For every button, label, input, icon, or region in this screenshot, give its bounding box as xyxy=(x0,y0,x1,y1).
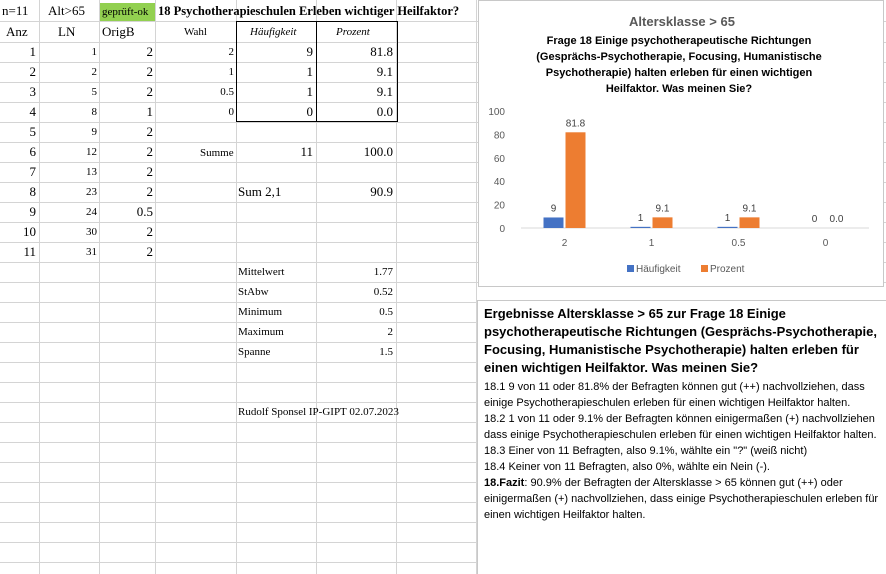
row-ln[interactable]: 5 xyxy=(91,86,97,98)
row-origb[interactable]: 1 xyxy=(146,104,153,119)
row-anz[interactable]: 3 xyxy=(29,84,36,99)
freq-prozent[interactable]: 0.0 xyxy=(376,104,393,119)
stat-label[interactable]: Minimum xyxy=(238,306,283,318)
row-origb[interactable]: 2 xyxy=(146,244,153,259)
summe-prozent[interactable]: 100.0 xyxy=(363,144,393,159)
freq-prozent[interactable]: 81.8 xyxy=(370,44,393,59)
row-ln[interactable]: 12 xyxy=(86,146,97,158)
fazit-text: : 90.9% der Befragten der Altersklasse > 65 können gut (++) oder einigermaßen (+) nachvollziehen, dass einige Psychotherapieschulen erleben für einen wichtigen Heilfaktor halten. xyxy=(484,477,879,521)
bar-haeufigkeit xyxy=(718,227,738,228)
col-head-origb[interactable]: OrigB xyxy=(102,24,135,39)
row-origb[interactable]: 2 xyxy=(146,164,153,179)
stat-value[interactable]: 1.5 xyxy=(379,346,393,358)
y-tick-label: 40 xyxy=(493,177,505,189)
results-title: Ergebnisse Altersklasse > 65 zur Frage 18 Einige psychotherapeutische Richtungen (Gesprächs-Psychotherapie, Focusing, Humanistische Psychotherapie) halten erleben für einen wichtigen Heilfaktor. Was meinen Sie? xyxy=(484,306,877,375)
row-origb[interactable]: 2 xyxy=(146,44,153,59)
data-label: 0.0 xyxy=(829,214,844,225)
legend-swatch-prozent xyxy=(701,265,708,272)
row-ln[interactable]: 13 xyxy=(86,166,97,178)
data-label: 9.1 xyxy=(655,203,670,215)
bar-haeufigkeit xyxy=(631,227,651,228)
stat-label[interactable]: StAbw xyxy=(238,286,269,298)
checked-badge[interactable]: geprüft-ok xyxy=(100,3,155,21)
row-origb[interactable]: 2 xyxy=(146,64,153,79)
row-origb[interactable]: 2 xyxy=(146,224,153,239)
x-tick-label: 0.5 xyxy=(731,238,746,249)
row-anz[interactable]: 2 xyxy=(29,64,36,79)
sum21-label[interactable]: Sum 2,1 xyxy=(238,184,282,199)
row-anz[interactable]: 10 xyxy=(23,224,36,239)
col-head-haeufigkeit[interactable]: Häufigkeit xyxy=(250,26,297,38)
row-origb[interactable]: 2 xyxy=(146,144,153,159)
chart-subtitle-line: Psychotherapie) halten erleben für einen wichtigen xyxy=(545,67,813,79)
freq-prozent[interactable]: 9.1 xyxy=(376,64,393,79)
row-ln[interactable]: 1 xyxy=(91,46,97,58)
data-label: 9 xyxy=(550,203,557,215)
legend-label-prozent: Prozent xyxy=(710,264,745,275)
row-anz[interactable]: 1 xyxy=(29,44,36,59)
chart-title: Altersklasse > 65 xyxy=(629,14,735,29)
freq-wahl[interactable]: 1 xyxy=(228,66,234,78)
bar-prozent xyxy=(740,217,760,228)
bar-chart[interactable] xyxy=(478,0,884,287)
row-ln[interactable]: 30 xyxy=(86,226,97,238)
col-head-prozent[interactable]: Prozent xyxy=(336,26,370,38)
row-anz[interactable]: 5 xyxy=(29,124,36,139)
row-ln[interactable]: 24 xyxy=(86,206,97,218)
bar-chart-svg xyxy=(479,1,885,288)
freq-wahl[interactable]: 0.5 xyxy=(220,86,234,98)
stat-label[interactable]: Spanne xyxy=(238,346,271,358)
result-fazit xyxy=(484,475,880,523)
frequency-table-divider xyxy=(316,21,317,121)
row-anz[interactable]: 8 xyxy=(29,184,36,199)
row-ln[interactable]: 23 xyxy=(86,186,97,198)
row-anz[interactable]: 6 xyxy=(29,144,36,159)
legend-label-haeufigkeit: Häufigkeit xyxy=(636,264,681,275)
row-origb[interactable]: 2 xyxy=(146,84,153,99)
y-tick-label: 0 xyxy=(499,224,505,235)
row-origb[interactable]: 2 xyxy=(146,124,153,139)
x-tick-label: 1 xyxy=(648,238,655,249)
freq-prozent[interactable]: 9.1 xyxy=(376,84,393,99)
sum21-value[interactable]: 90.9 xyxy=(370,184,393,199)
author-credit[interactable]: Rudolf Sponsel IP-GIPT 02.07.2023 xyxy=(238,406,399,418)
x-tick-label: 2 xyxy=(561,238,568,249)
row-ln[interactable]: 2 xyxy=(91,66,97,78)
x-tick-label: 0 xyxy=(822,238,829,249)
freq-haeufigkeit[interactable]: 9 xyxy=(306,44,313,59)
n-count[interactable]: n=11 xyxy=(2,3,29,18)
freq-wahl[interactable]: 2 xyxy=(228,46,234,58)
stat-value[interactable]: 0.52 xyxy=(373,286,393,298)
question-title[interactable]: 18 Psychotherapieschulen Erleben wichtiger Heilfaktor? xyxy=(158,4,460,18)
data-label: 81.8 xyxy=(565,118,586,130)
data-label: 1 xyxy=(637,212,644,224)
result-18-1: 18.1 9 von 11 oder 81.8% der Befragten können gut (++) nachvollziehen, dass einige Psychotherapieschulen erleben für einen wichtigen Heilfaktor halten. xyxy=(484,381,865,409)
freq-wahl[interactable]: 0 xyxy=(228,106,234,118)
row-ln[interactable]: 8 xyxy=(91,106,97,118)
row-ln[interactable]: 31 xyxy=(86,246,97,258)
stat-value[interactable]: 0.5 xyxy=(379,306,393,318)
row-anz[interactable]: 11 xyxy=(23,244,36,259)
row-anz[interactable]: 7 xyxy=(29,164,36,179)
col-head-anz[interactable]: Anz xyxy=(6,24,28,39)
col-head-ln[interactable]: LN xyxy=(58,24,76,39)
results-panel[interactable] xyxy=(477,300,886,574)
freq-haeufigkeit[interactable]: 0 xyxy=(306,104,313,119)
row-anz[interactable]: 4 xyxy=(29,104,36,119)
bar-haeufigkeit xyxy=(544,217,564,228)
freq-haeufigkeit[interactable]: 1 xyxy=(306,64,313,79)
summe-haeufigkeit[interactable]: 11 xyxy=(300,144,313,159)
bar-prozent xyxy=(566,132,586,228)
y-tick-label: 80 xyxy=(493,130,505,142)
row-ln[interactable]: 9 xyxy=(91,126,97,138)
chart-subtitle-line: Heilfaktor. Was meinen Sie? xyxy=(605,83,753,95)
chart-subtitle-line: Frage 18 Einige psychotherapeutische Richtungen xyxy=(546,35,812,47)
data-label: 9.1 xyxy=(742,203,757,215)
group-label[interactable]: Alt>65 xyxy=(48,3,85,18)
y-tick-label: 20 xyxy=(493,200,505,212)
chart-subtitle-line: (Gesprächs-Psychotherapie, Focusing, Humanistische xyxy=(536,51,822,63)
col-head-wahl[interactable]: Wahl xyxy=(184,26,207,38)
stat-label[interactable]: Maximum xyxy=(238,326,284,338)
row-origb[interactable]: 2 xyxy=(146,184,153,199)
bar-prozent xyxy=(653,217,673,228)
y-tick-label: 100 xyxy=(488,107,505,118)
stat-value[interactable]: 1.77 xyxy=(373,266,393,278)
stat-label[interactable]: Mittelwert xyxy=(238,266,285,278)
freq-haeufigkeit[interactable]: 1 xyxy=(306,84,313,99)
fazit-label: 18.Fazit xyxy=(484,477,525,489)
data-label: 0 xyxy=(811,214,818,225)
result-18-4: 18.4 Keiner von 11 Befragten, also 0%, wählte ein Nein (-). xyxy=(484,461,770,473)
legend-swatch-haeufigkeit xyxy=(627,265,634,272)
stat-value[interactable]: 2 xyxy=(387,326,393,338)
result-18-2: 18.2 1 von 11 oder 9.1% der Befragten können einigermaßen (+) nachvollziehen dass einige Psychotherapieschulen erleben für einen wichtigen Heilfaktor halten. 18.3 Einer von 11 Befragten, also 9.1%, wählte ein "?" (weiß nicht) xyxy=(484,413,877,457)
row-origb[interactable]: 0.5 xyxy=(136,204,153,219)
y-tick-label: 60 xyxy=(493,153,505,165)
data-label: 1 xyxy=(724,212,731,224)
row-anz[interactable]: 9 xyxy=(29,204,36,219)
summe-label[interactable]: Summe xyxy=(200,147,234,159)
